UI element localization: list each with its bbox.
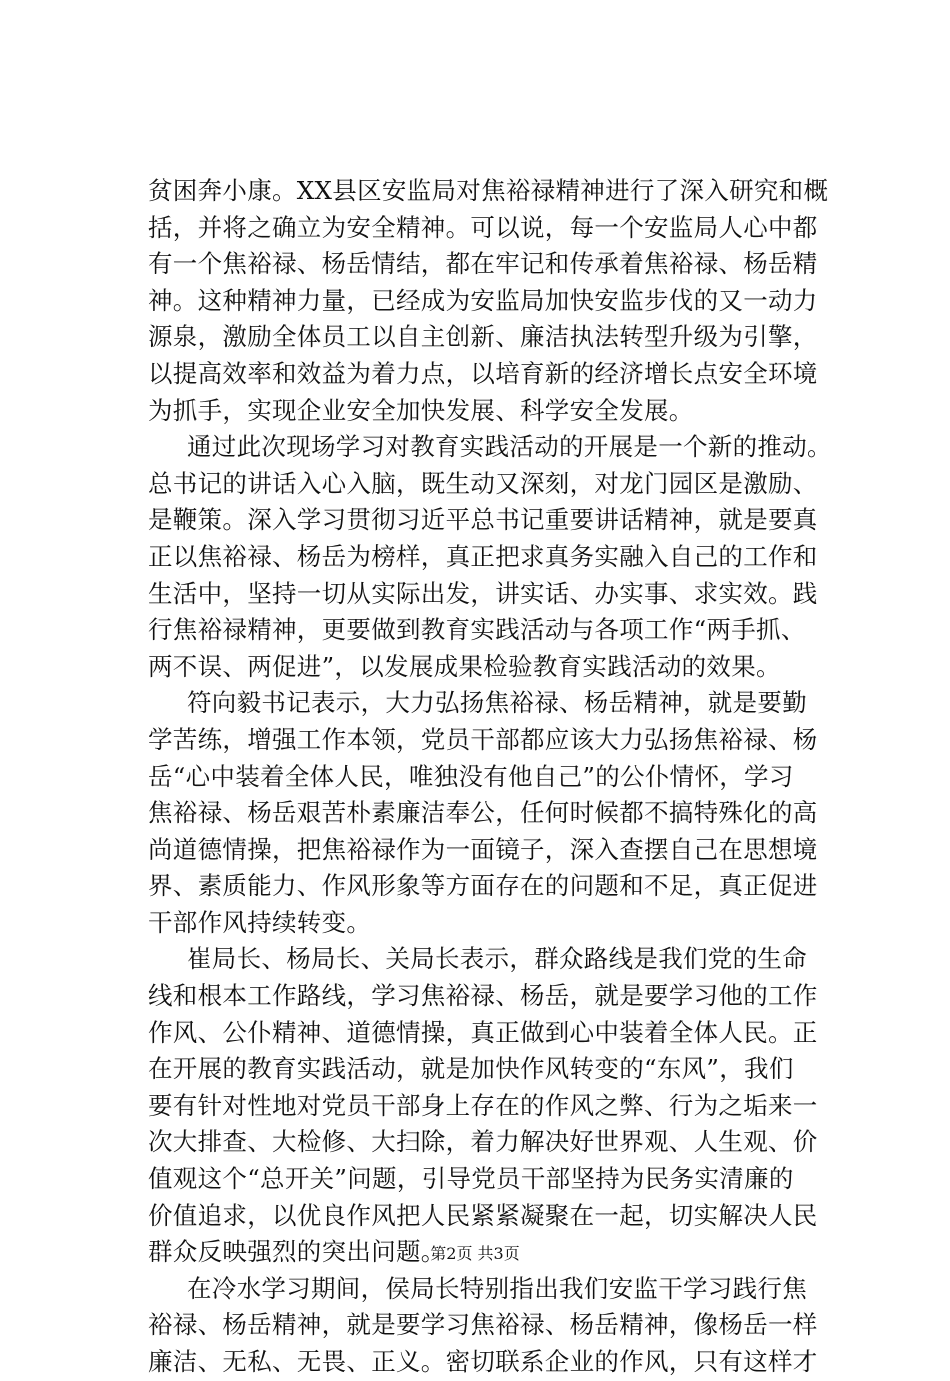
text-line: 要有针对性地对党员干部身上存在的作风之弊、行为之垢来一 <box>148 1090 818 1120</box>
paragraph-2 <box>148 429 838 685</box>
text-line: 总书记的讲话入心入脑，既生动又深刻，对龙门园区是激励、 <box>148 468 818 498</box>
paragraph-3 <box>148 685 838 941</box>
text-line: 线和根本工作路线，学习焦裕禄、杨岳，就是要学习他的工作 <box>148 981 818 1011</box>
text-line: 括，并将之确立为安全精神。可以说，每一个安监局人心中都 <box>148 212 818 242</box>
text-line-indented: 在冷水学习期间，侯局长特别指出我们安监干学习践行焦 <box>187 1273 807 1303</box>
text-line: 源泉，激励全体员工以自主创新、廉洁执法转型升级为引擎， <box>148 322 818 352</box>
text-line: 贫困奔小康。XX县区安监局对焦裕禄精神进行了深入研究和概 <box>148 176 829 205</box>
text-line: 作风、公仆精神、道德情操，真正做到心中装着全体人民。正 <box>148 1017 818 1047</box>
paragraph-1 <box>148 173 838 429</box>
paragraph-5 <box>148 1271 838 1381</box>
text-line: 次大排查、大检修、大扫除，着力解决好世界观、人生观、价 <box>148 1127 818 1157</box>
text-line: 裕禄、杨岳精神，就是要学习焦裕禄、杨岳精神，像杨岳一样 <box>148 1310 818 1340</box>
text-line: 生活中，坚持一切从实际出发，讲实话、办实事、求实效。践 <box>148 578 818 608</box>
text-line: 廉洁、无私、无畏、正义。密切联系企业的作风，只有这样才 <box>148 1347 818 1376</box>
text-line: 焦裕禄、杨岳艰苦朴素廉洁奉公，任何时候都不搞特殊化的高 <box>148 798 818 828</box>
text-line: 价值追求，以优良作风把人民紧紧凝聚在一起，切实解决人民 <box>148 1200 818 1230</box>
text-line: 尚道德情操，把焦裕禄作为一面镜子，深入查摆自己在思想境 <box>148 834 818 864</box>
text-line-indented: 符向毅书记表示，大力弘扬焦裕禄、杨岳精神，就是要勤 <box>187 688 807 718</box>
paragraph-4 <box>148 941 838 1270</box>
page-number-label: 第2页 共3页 <box>430 1244 520 1263</box>
page-footer <box>0 1244 950 1264</box>
text-line: 行焦裕禄精神，更要做到教育实践活动与各项工作“两手抓、 <box>148 615 806 645</box>
text-line: 值观这个“总开关”问题，引导党员干部坚持为民务实清廉的 <box>148 1164 794 1194</box>
text-line-indented: 崔局长、杨局长、关局长表示，群众路线是我们党的生命 <box>187 944 807 974</box>
text-line: 以提高效率和效益为着力点，以培育新的经济增长点安全环境 <box>148 358 818 388</box>
text-line: 两不误、两促进”，以发展成果检验教育实践活动的效果。 <box>148 651 781 681</box>
text-line: 群众反映强烈的突出问题。 <box>148 1237 446 1267</box>
text-line: 界、素质能力、作风形象等方面存在的问题和不足，真正促进 <box>148 871 818 901</box>
text-line: 是鞭策。深入学习贯彻习近平总书记重要讲话精神，就是要真 <box>148 505 818 535</box>
text-line: 岳“心中装着全体人民，唯独没有他自己”的公仆情怀，学习 <box>148 761 794 791</box>
text-line: 正以焦裕禄、杨岳为榜样，真正把求真务实融入自己的工作和 <box>148 541 818 571</box>
text-line: 为抓手，实现企业安全加快发展、科学安全发展。 <box>148 395 694 425</box>
text-line-indented: 通过此次现场学习对教育实践活动的开展是一个新的推动。 <box>187 432 832 462</box>
text-line: 在开展的教育实践活动，就是加快作风转变的“东风”，我们 <box>148 1054 794 1084</box>
text-line: 干部作风持续转变。 <box>148 907 372 937</box>
text-line: 学苦练，增强工作本领，党员干部都应该大力弘扬焦裕禄、杨 <box>148 724 818 754</box>
text-line: 有一个焦裕禄、杨岳情结，都在牢记和传承着焦裕禄、杨岳精 <box>148 249 818 279</box>
text-line: 神。这种精神力量，已经成为安监局加快安监步伐的又一动力 <box>148 285 818 315</box>
document-body <box>148 173 838 1381</box>
